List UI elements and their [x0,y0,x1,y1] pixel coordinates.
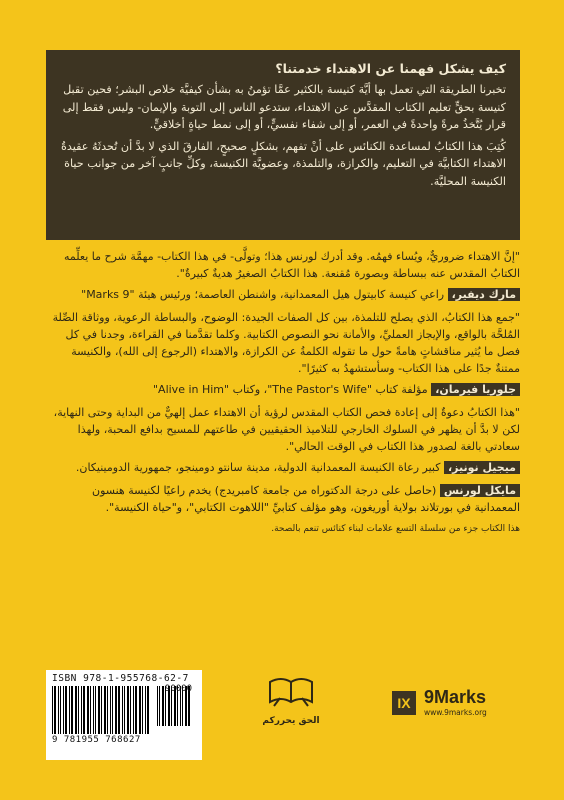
barcode-number: 9 781955 768627 [52,735,141,745]
intro-paragraph-1: تخبرنا الطريقة التي تعمل بها أيَّة كنيسة بالكثير عمَّا تؤمنُ به بشأن كيفيَّة خلاص البشر؛ فحين تقبل كنيسة بحقٍّ تعليم الكتاب المقدَّس عن الاهتداء، ستدعو الناس إلى التوبة والإيمان- وليس فقط إلى قرار يُتَّخذُ مرةً واحدةً في العمر، أو إلى شفاء نفسيٍّ، أو إلى نمط حياةٍ أخلاقيٍّ. [62,83,506,131]
barcode-bar [81,686,82,734]
barcode-bar [133,686,134,734]
barcode-bar [87,686,89,734]
intro-box [46,50,520,240]
barcode-bar [118,686,120,734]
barcode-bar [93,686,94,734]
endorsement-quote: "إنَّ الاهتداء ضروريٌّ، ويُساء فهمُه. وقد أدرك لورنس هذا؛ وتولَّى- في هذا الكتاب- مهمَّة شرح ما يعلِّمه الكتابُ المقدس عنه ببساطة وبصورة مُقنعة. هذا الكتابُ الصغيرُ هديةٌ كبيرةٌ". [63,250,520,280]
endorser-role: مؤلفة كتاب "The Pastor's Wife"، وكتاب "Alive in Him" [152,383,428,396]
barcode-bar [159,686,160,726]
barcode-bar [112,686,113,734]
barcode-bar [110,686,111,734]
barcode-bar [127,686,129,734]
endorser-role: كبير رعاة الكنيسة المعمدانية الدولية، مدينة سانتو دومينجو، جمهورية الدومينيكان. [75,461,441,474]
ix-mark: IX [392,691,416,715]
endorsement-quote: "هذا الكتابُ دعوةٌ إلى إعادة فحص الكتاب المقدس لرؤية أن الاهتداء عمل إلهيٌّ من البداية وحتى النهاية، لكن لا بدَّ أن يظهر في السلوك الخارجي للتلاميذ الحقيقيين في طاعتهم للمسيح بدافع المحبة، ولهذا سعادتي بالغة لصدور هذا الكتاب في الوقت الحالي". [53,406,520,453]
isbn-barcode [46,670,202,760]
endorsement-attribution [46,381,520,398]
endorsements [46,248,520,536]
endorser-name: ميجيل نونيز، [444,461,520,474]
ninemarks-text [424,688,487,717]
intro-question: كيف يشكل فهمنا عن الاهتداء خدمتنا؟ [275,61,506,76]
barcode-addon-number: 90000 [164,684,192,694]
barcode-bar [60,686,61,734]
author-bio-text: (حاصل على درجة الدكتوراه من جامعة كامبريدج) يخدم راعيًا لكنيسة هنسون المعمدانية في بورتلاند بولاية أوريغون، وهو مؤلف كتابيِّ "اللاهوت الكتابي"، و"حياة الكنيسة". [92,484,520,514]
series-note: هذا الكتاب جزء من سلسلة التسع علامات لبناء كنائس تنعم بالصحة. [271,524,520,534]
author-bio [46,482,520,516]
barcode-bar [69,686,70,734]
intro-paragraph-2: كُتِبَ هذا الكتابُ لمساعدة الكنائس على أنْ تفهم، بشكلٍ صحيحٍ، الفارقَ الذي لا بدَّ أن تُحدثَهُ عقيدةُ الاهتداء الكتابيَّة في التعليم، والكرازة، والتلمذة، وعضويَّة الكنيسة، وكلِّ جانبٍ آخر من جوانب حياة الكنيسة المحليَّة. [61,139,506,188]
barcode-bar [95,686,96,734]
ninemarks-url: www.9marks.org [424,708,487,717]
endorsement [46,404,520,476]
endorser-name: مارك ديفير، [448,288,520,301]
barcode-bar [122,686,123,734]
barcode-bar [107,686,108,734]
barcode-bars [52,686,151,734]
ninemarks-logo [392,688,487,717]
barcode-bar [75,686,77,734]
barcode-bar [98,686,100,734]
author-name: مايكل لورنس [440,484,520,497]
open-book-icon [266,672,316,710]
barcode-bar [78,686,79,734]
barcode-bar [115,686,117,734]
barcode-bar [139,686,141,734]
endorsement-attribution [46,459,520,476]
ninemarks-title: 9Marks [424,687,487,707]
publisher-logo [256,672,326,732]
barcode-bar [54,686,56,734]
barcode-bar [58,686,59,734]
barcode-bar [130,686,131,734]
barcode-bar [71,686,73,734]
endorsement-attribution [46,286,520,303]
barcode-bar [124,686,125,734]
publisher-name: الحق يحرركم [262,716,320,726]
endorsement-quote: "جمع هذا الكتابُ، الذي يصلح للتلمذة، بين كل الصفات الجيدة: الوضوح، والبساطة الرعوية، ووثاقة الصِّلة المُلحَّة بالواقع، والإيجاز العمليِّ، والأمانة نحو النصوص الكتابية. وكلما تقدَّمنا في القراءة، وجدنا في كل فصل ما يُثير مناقشاتٍ هامةً حول ما تقوله الكلمةُ عن الكرازة، والاهتداء (الرجوع إلى الله)، والكنيسة ممتنةٌ جدًا على هذا الكتاب- وسأستشهدُ به كثيرًا". [52,311,520,375]
barcode-bar [157,686,158,726]
barcode-bar [162,686,164,726]
barcode-bar [104,686,106,734]
barcode-bar [147,686,149,734]
barcode-bar [83,686,85,734]
endorser-name: جلوريا فيرمان، [431,383,520,396]
barcode-bar [145,686,146,734]
barcode-bar [63,686,64,734]
barcode-bar [65,686,67,734]
endorsement [46,248,520,303]
barcode-bar [101,686,102,734]
barcode-bar [90,686,91,734]
endorsement [46,309,520,398]
barcode-bar [52,686,53,734]
endorser-role: راعي كنيسة كابيتول هيل المعمدانية، واشنطن العاصمة؛ ورئيس هيئة "9 Marks" [81,288,445,301]
barcode-bar [142,686,143,734]
isbn-text: ISBN 978-1-955768-62-7 [52,673,189,684]
barcode-bar [135,686,137,734]
